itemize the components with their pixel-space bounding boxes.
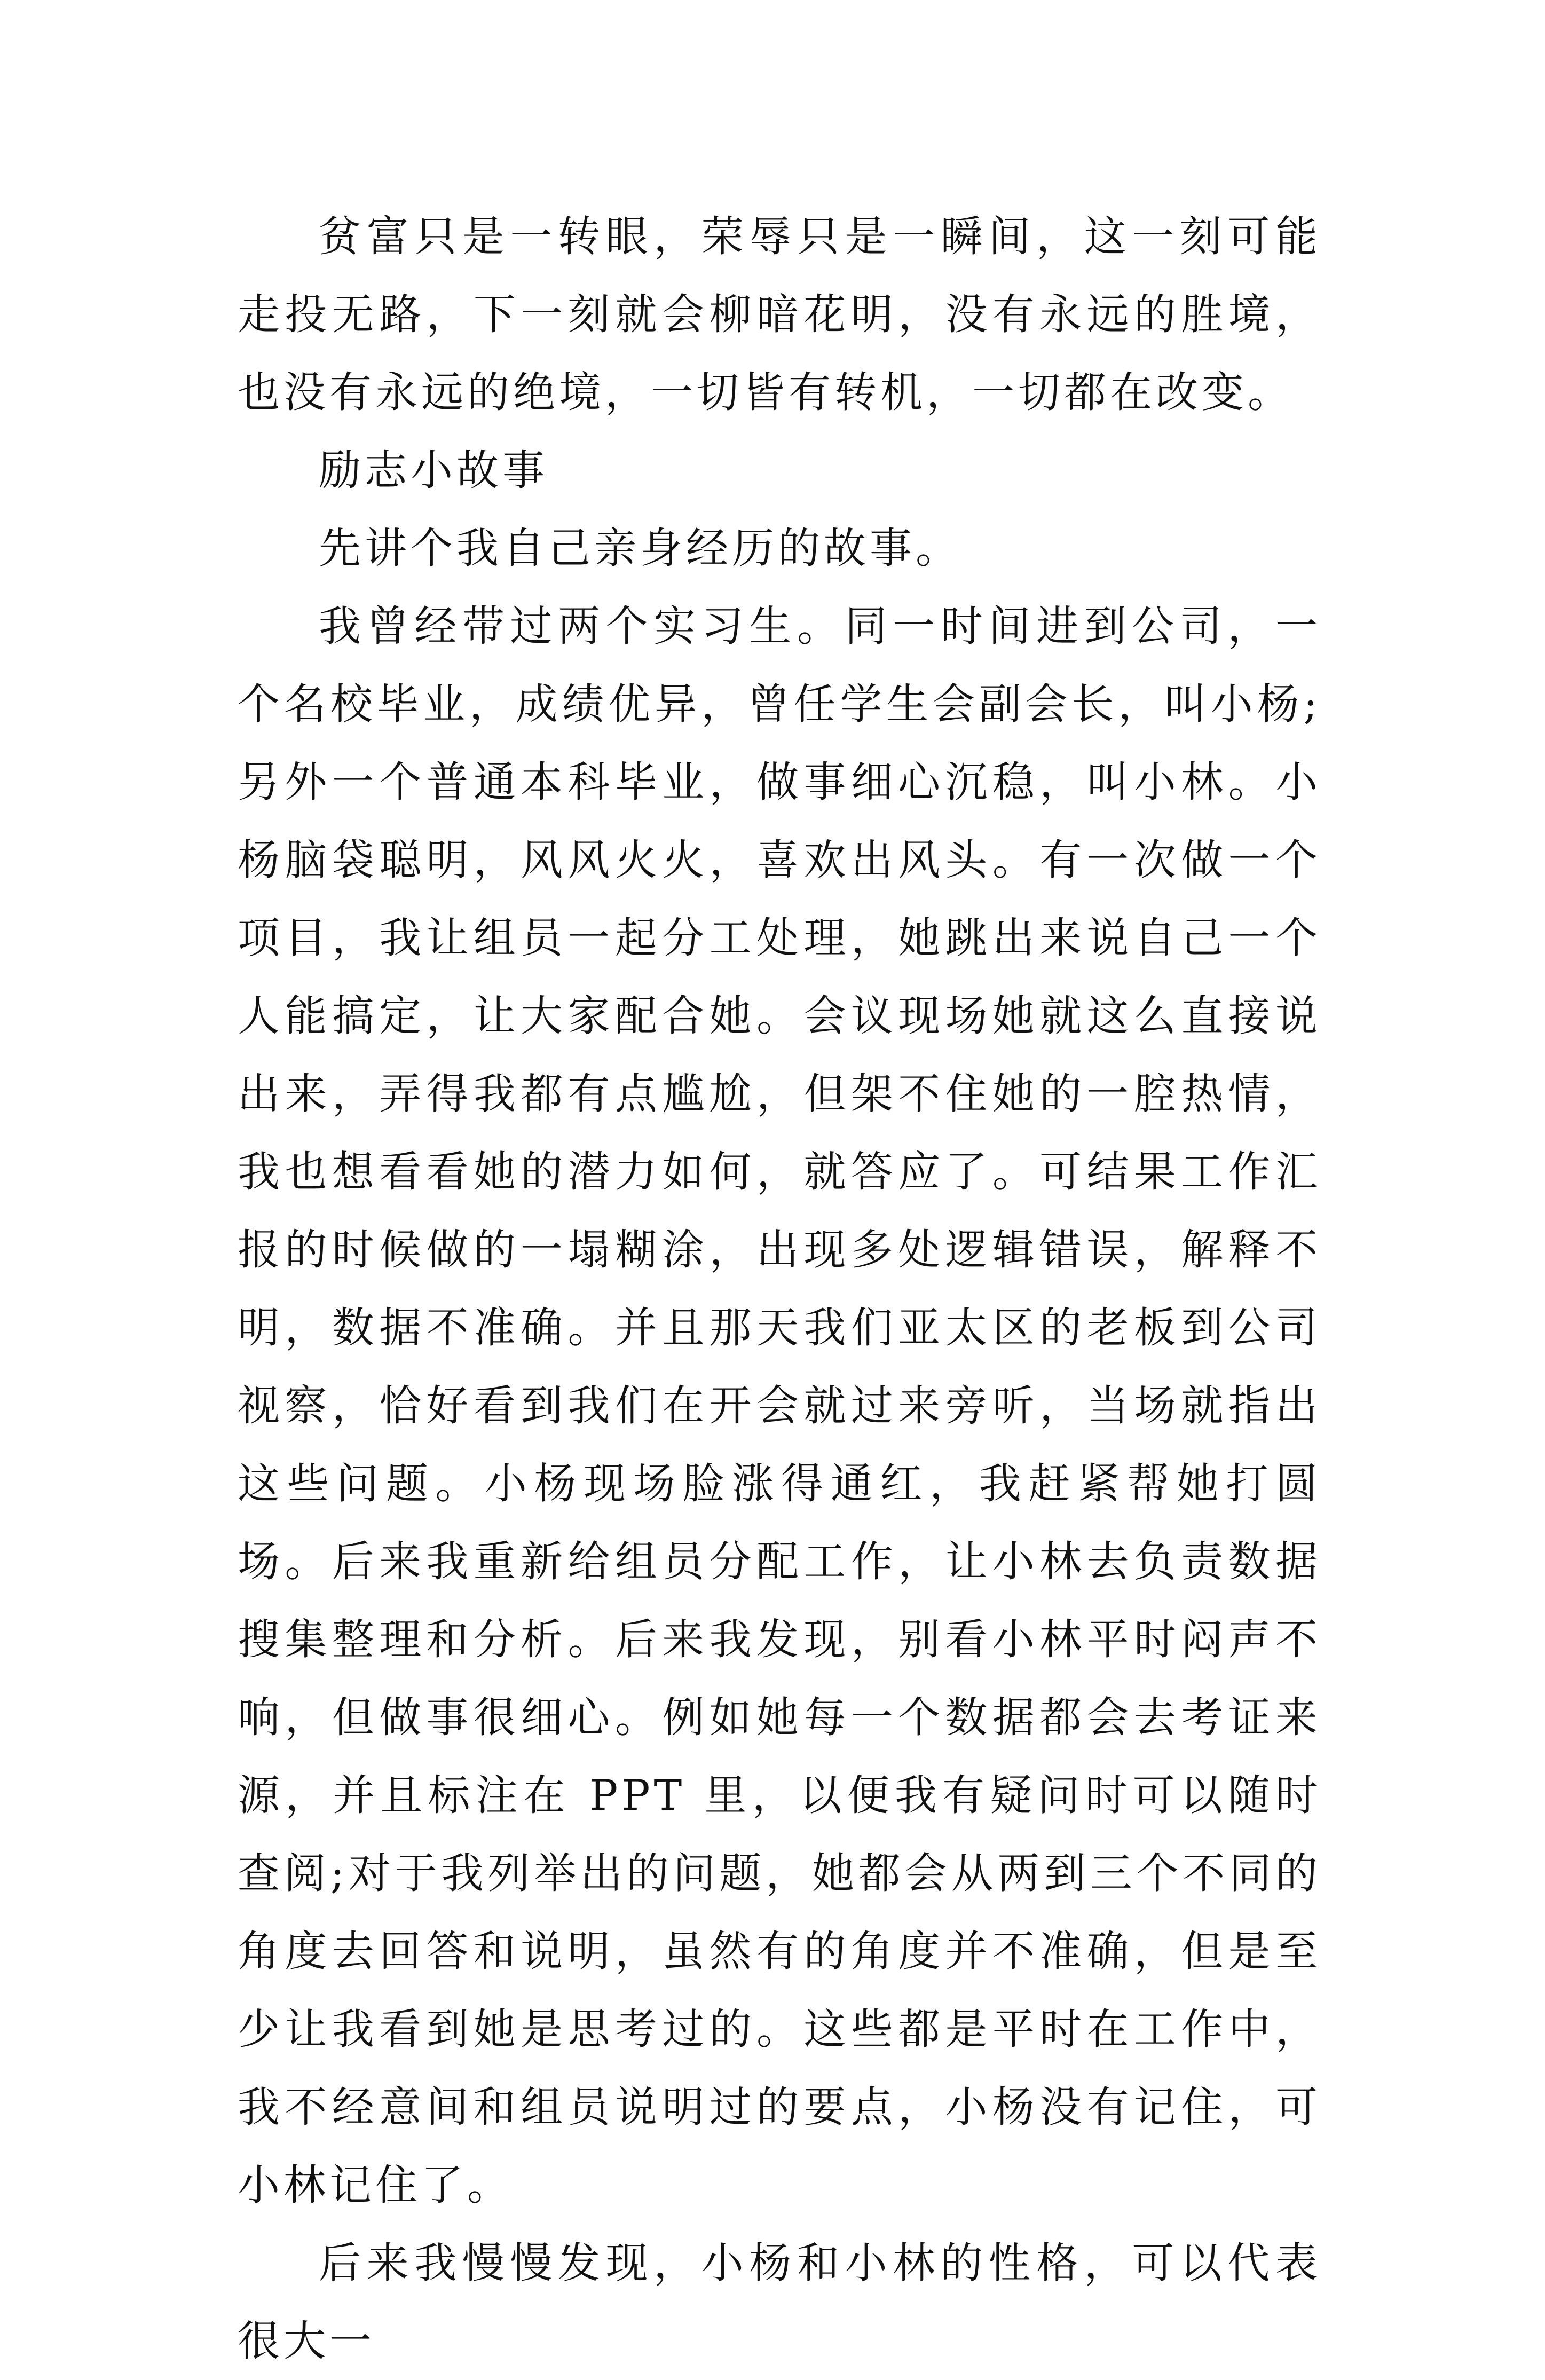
paragraph-intro: 先讲个我自己亲身经历的故事。 (319, 524, 961, 573)
paragraph-interns-story: 我曾经带过两个实习生。同一时间进到公司，一个名校毕业，成绩优异，曾任学生会副会长，叫小杨;另外一个普通本科毕业，做事细心沉稳，叫小林。小杨脑袋聪明，风风火火，喜欢出风头。有一次做一个项目，我让组员一起分工处理，她跳出来说自己一个人能搞定，让大家配合她。会议现场她就这么直接说出来，弄得我都有点尴尬，但架不住她的一腔热情，我也想看看她的潜力如何，就答应了。可结果工作汇报的时候做的一塌糊涂，出现多处逻辑错误，解释不明，数据不准确。并且那天我们亚太区的老板到公司视察，恰好看到我们在开会就过来旁听，当场就指出这些问题。小杨现场脸涨得通红，我赶紧帮她打圆场。后来我重新给组员分配工作，让小林去负责数据搜集整理和分析。后来我发现，别看小林平时闷声不响，但做事很细心。例如她每一个数据都会去考证来源，并且标注在 PPT 里，以便我有疑问时可以随时查阅;对于我列举出的问题，她都会从两到三个不同的角度去回答和说明，虽然有的角度并不准确，但是至少让我看到她是思考过的。这些都是平时在工作中，我不经意间和组员说明过的要点，小杨没有记住，可小林记住了。 (238, 602, 1321, 2210)
paragraph-fortune: 贫富只是一转眼，荣辱只是一瞬间，这一刻可能走投无路，下一刻就会柳暗花明，没有永远的胜境，也没有永远的绝境，一切皆有转机，一切都在改变。 (238, 212, 1321, 417)
document-body (238, 198, 1321, 2380)
paragraph-conclusion: 后来我慢慢发现，小杨和小林的性格，可以代表很大一 (238, 2239, 1321, 2366)
section-heading: 励志小故事 (319, 446, 548, 495)
